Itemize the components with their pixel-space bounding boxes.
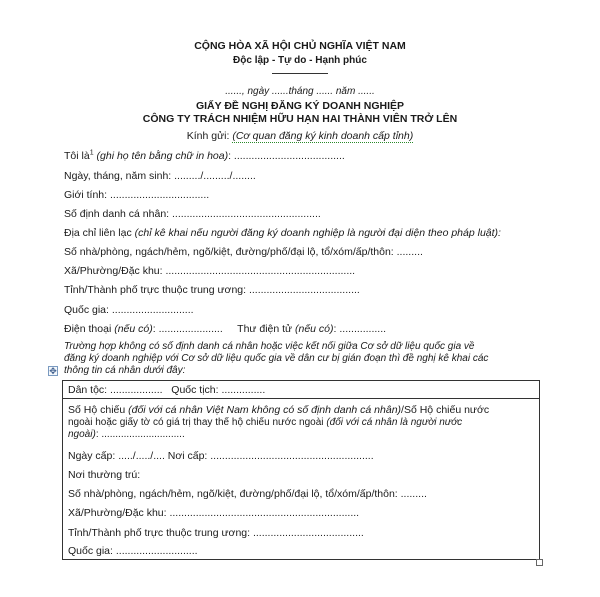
contact-label: Địa chỉ liên lạc (64, 227, 132, 239)
name-label: Tôi là (64, 150, 90, 162)
nationality-line: Quốc gia: ............................ (64, 304, 194, 316)
table-ward-line: Xã/Phường/Đặc khu: ................................................................. (68, 507, 360, 519)
table-street-line: Số nhà/phòng, ngách/hẻm, ngõ/kiệt, đường/phố/đại lộ, tổ/xóm/ấp/thôn: ......... (68, 488, 427, 500)
note-line-1: Trường hợp không có số định danh cá nhân hoặc việc kết nối giữa Cơ sở dữ liệu quốc gia về (64, 341, 475, 352)
province-line: Tỉnh/Thành phố trực thuộc trung ương: ...................................... (64, 284, 360, 296)
email-label: Thư điện tử (237, 323, 293, 335)
form-subtitle: CÔNG TY TRÁCH NHIỆM HỮU HẠN HAI THÀNH VIÊN TRỞ LÊN (142, 113, 458, 125)
table-row-separator (62, 398, 540, 399)
passport-label: Số Hộ chiếu (68, 404, 126, 416)
table-nationality-line: Quốc gia: ............................ (68, 545, 198, 557)
citizenship: Quốc tịch: ............... (171, 384, 266, 396)
ethnicity: Dân tộc: .................. (68, 384, 163, 396)
passport-hint-1: (đối với cá nhân Việt Nam không có số định danh cá nhân) (128, 404, 402, 416)
id-number-line: Số định danh cá nhân: ................................................... (64, 208, 321, 220)
ethnicity-citizenship-line (68, 384, 265, 397)
note-line-2: đăng ký doanh nghiệp với Cơ sở dữ liệu quốc gia về dân cư bị gián đoạn thì đề nghị kê khai các (64, 353, 489, 364)
date-line: ......, ngày ......tháng ...... năm ...... (225, 86, 375, 97)
dob-line: Ngày, tháng, năm sinh: ........./........./........ (64, 170, 256, 182)
ward-line: Xã/Phường/Đặc khu: ................................................................. (64, 265, 356, 277)
footnote-ref: 1 (89, 149, 94, 157)
note-line-3: thông tin cá nhân dưới đây: (64, 365, 186, 376)
passport-dots: : .............................. (95, 429, 185, 440)
gender-line: Giới tính: .................................. (64, 189, 210, 201)
table-province-line: Tỉnh/Thành phố trực thuộc trung ương: ...................................... (68, 527, 364, 539)
motto: Độc lập - Tự do - Hạnh phúc (233, 55, 367, 66)
street-line: Số nhà/phòng, ngách/hẻm, ngõ/kiệt, đường/phố/đại lộ, tổ/xóm/ấp/thôn: ......... (64, 246, 423, 258)
contact-address-line (64, 227, 501, 240)
phone-email-line (64, 323, 386, 336)
table-move-handle-icon[interactable]: ✥ (49, 366, 57, 376)
passport-hint-2: (đối với cá nhân là người nước (326, 417, 463, 428)
passport-line-3 (68, 428, 185, 441)
contact-hint: (chỉ kê khai nếu người đăng ký doanh nghiệp là người đại diện theo pháp luật): (134, 227, 501, 239)
email-hint: (nếu có) (295, 323, 334, 335)
table-resize-handle-icon[interactable] (536, 559, 543, 566)
country-heading: CỘNG HÒA XÃ HỘI CHỦ NGHĨA VIỆT NAM (194, 40, 406, 52)
addressee-line (0, 130, 600, 142)
name-line (64, 150, 345, 163)
phone-label: Điện thoại (64, 323, 112, 335)
passport-label-b: /Số Hộ chiếu nước (401, 404, 490, 416)
passport-text-2: ngoài hoặc giấy tờ có giá trị thay thế hộ chiếu nước ngoài (68, 417, 324, 428)
form-title: GIẤY ĐỀ NGHỊ ĐĂNG KÝ DOANH NGHIỆP (195, 100, 405, 112)
phone-dots: : ...................... (152, 323, 223, 335)
phone-hint: (nếu có) (114, 323, 153, 335)
motto-underline (272, 73, 328, 74)
passport-text-3: ngoài) (68, 429, 96, 440)
name-hint: (ghi họ tên bằng chữ in hoa) (96, 150, 229, 162)
residence-label: Nơi thường trú: (68, 469, 141, 481)
email-dots: : ................ (333, 323, 387, 335)
addressee-value: (Cơ quan đăng ký kinh doanh cấp tỉnh) (232, 130, 414, 142)
issue-date-line: Ngày cấp: ...../...../.... Nơi cấp: ........................................................ (68, 450, 374, 462)
addressee-label: Kính gửi: (186, 130, 230, 142)
name-dots: : ...................................... (228, 150, 345, 162)
